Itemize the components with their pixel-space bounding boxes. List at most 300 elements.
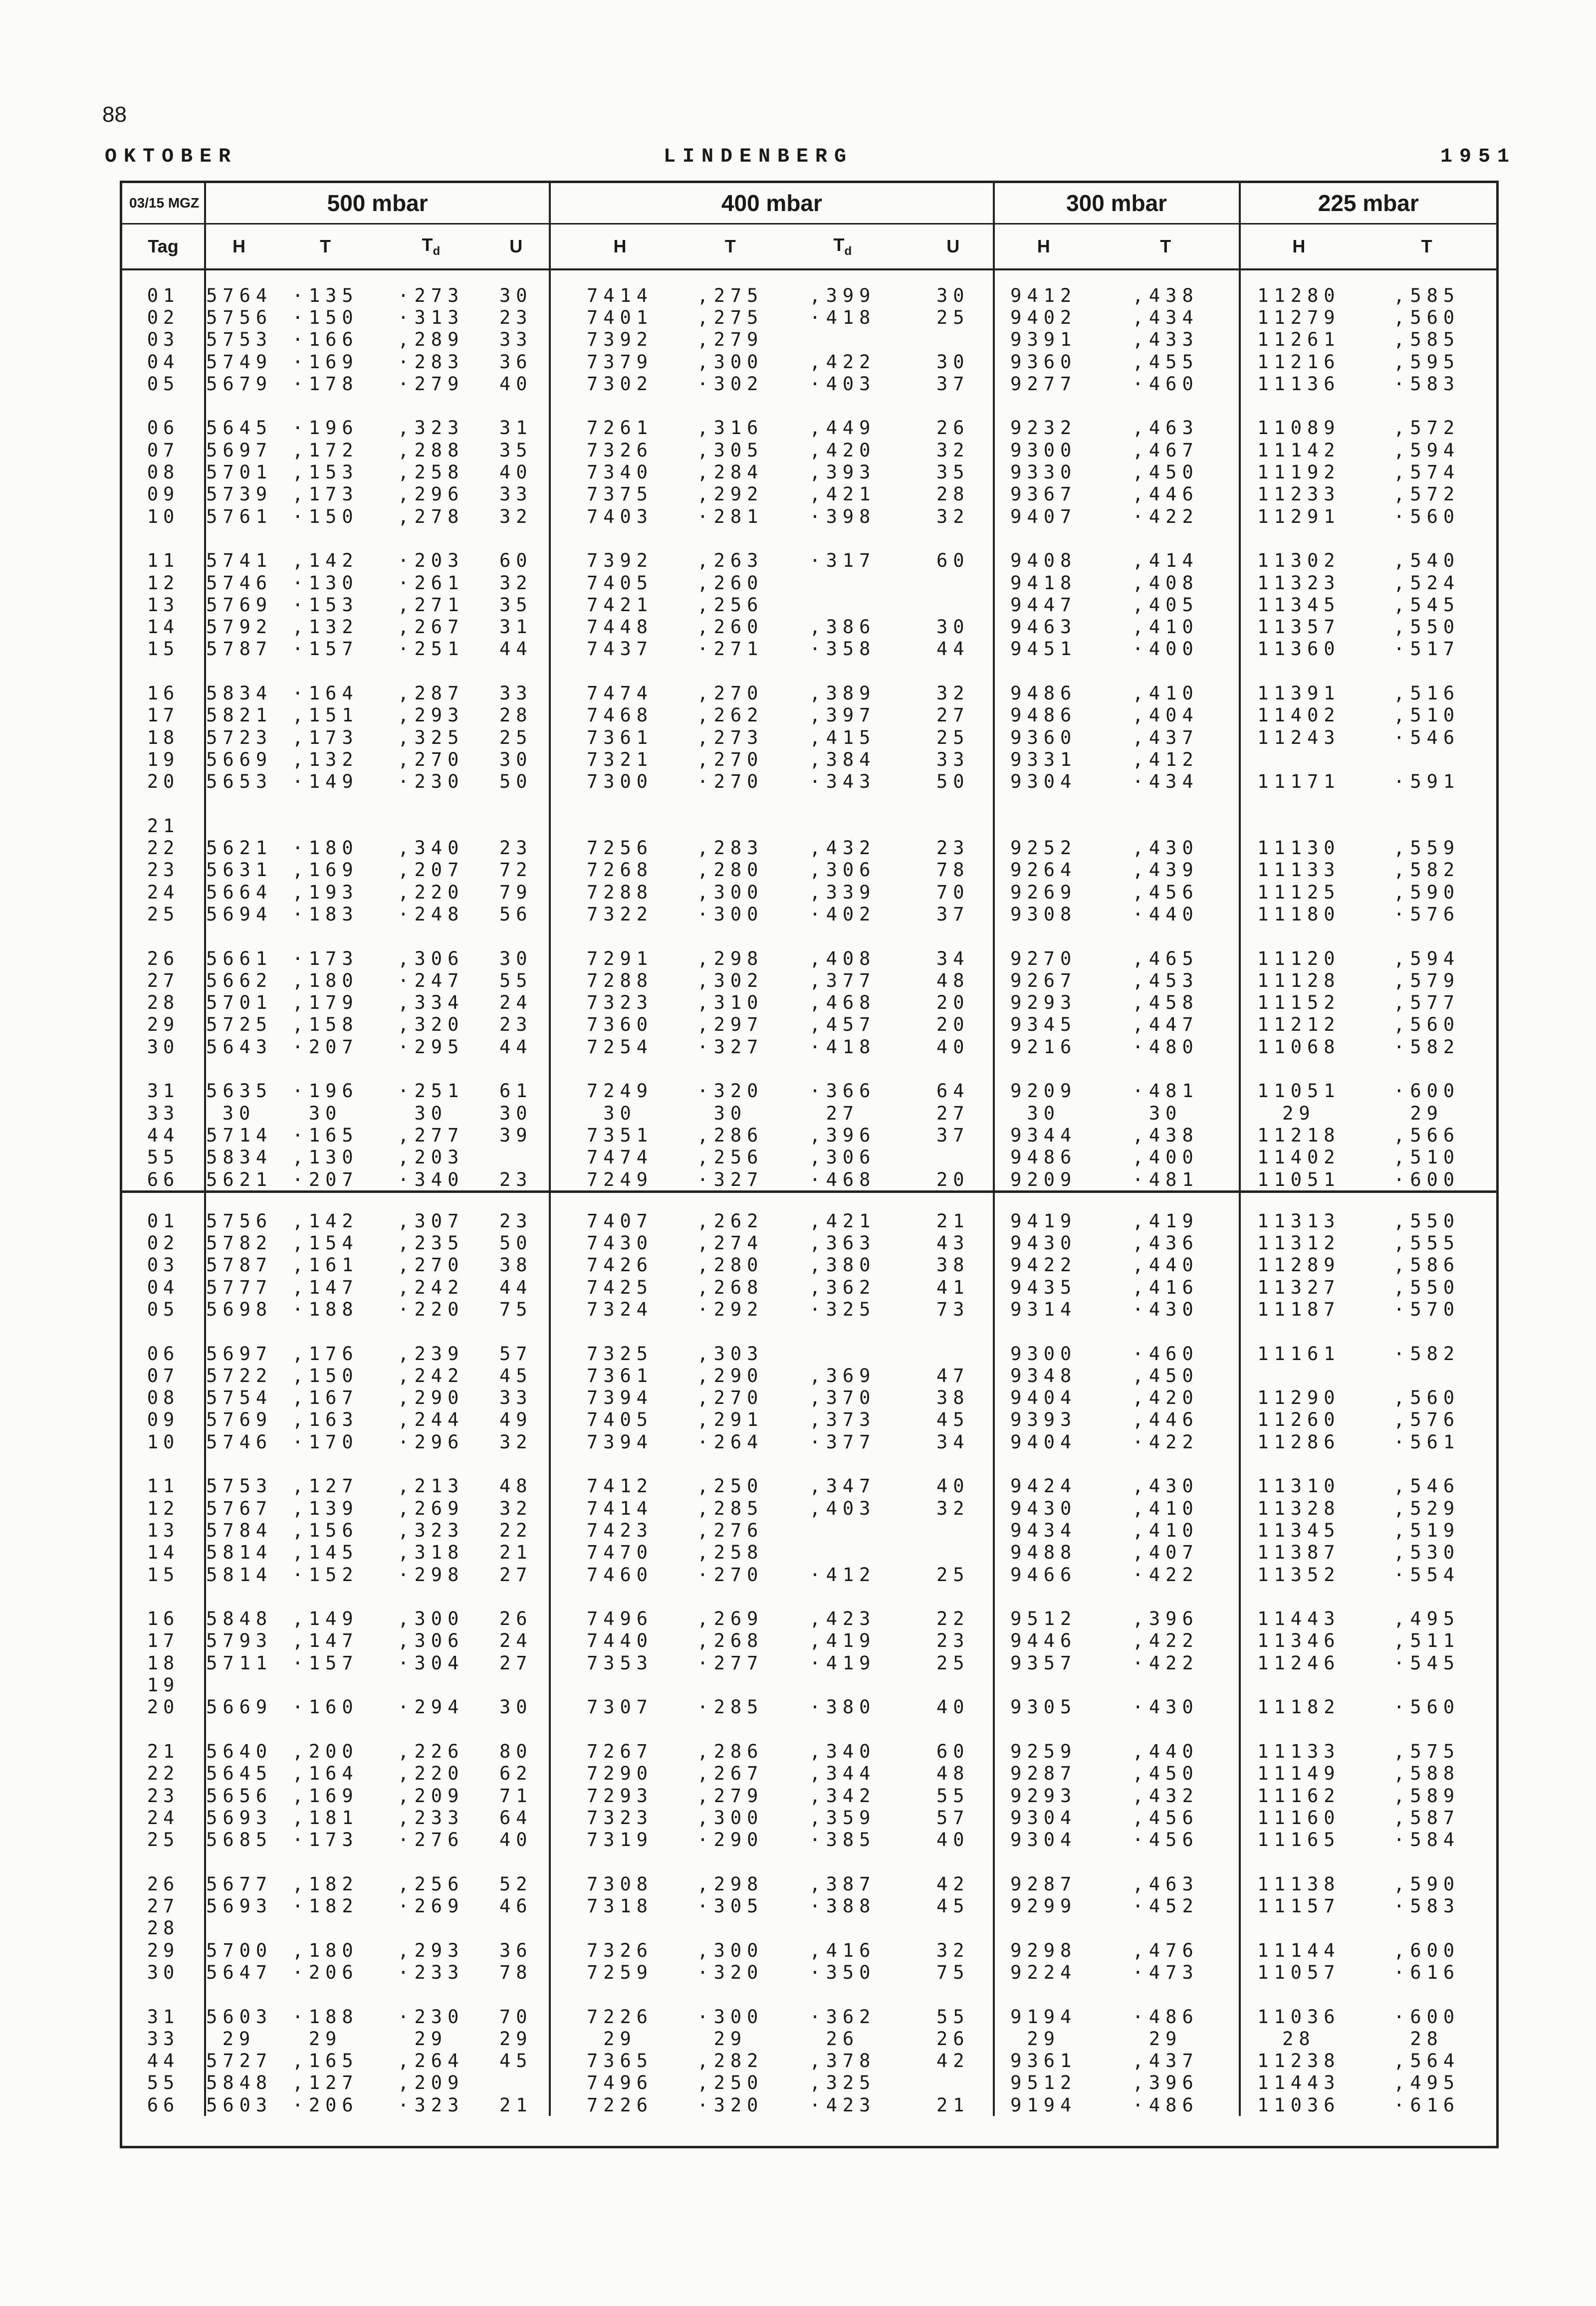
table-row xyxy=(122,550,1496,572)
table-cell: 9486 xyxy=(1010,1147,1077,1168)
table-cell: ,410 xyxy=(1093,682,1240,704)
table-cell: ,164 xyxy=(292,1763,359,1785)
table-row xyxy=(122,1080,1496,1102)
table-cell: 9209 xyxy=(1010,1080,1077,1102)
table-cell: ,283 xyxy=(697,837,764,859)
table-cell: ·230 xyxy=(398,771,464,793)
column-header: U xyxy=(913,224,994,270)
day-cell: 25 xyxy=(122,903,205,925)
table-cell xyxy=(205,815,272,837)
day-cell: 16 xyxy=(122,682,205,704)
table-cell: ,495 xyxy=(1393,1608,1460,1630)
table-row xyxy=(122,2006,1496,2028)
table-row xyxy=(122,1674,1496,1696)
table-cell: 29 xyxy=(1282,1102,1316,1124)
table-cell: 37 xyxy=(913,373,994,395)
table-cell: ,585 xyxy=(1393,284,1460,306)
table-cell: 28 xyxy=(913,483,994,505)
table-cell: ,292 xyxy=(697,483,764,505)
table-cell xyxy=(913,1519,994,1541)
day-cell: 11 xyxy=(122,550,205,572)
table-cell: 30 xyxy=(913,284,994,306)
table-cell: ,289 xyxy=(398,329,464,351)
table-cell: 5753 xyxy=(206,329,273,351)
table-cell: ,449 xyxy=(809,417,876,439)
table-cell: 9512 xyxy=(1010,1608,1077,1630)
table-row xyxy=(122,505,1496,527)
table-cell: 39 xyxy=(483,1124,550,1146)
table-cell: 7323 xyxy=(586,1807,654,1829)
table-row xyxy=(122,815,1496,837)
table-cell: ·545 xyxy=(1393,1652,1460,1674)
table-cell: 7259 xyxy=(586,1961,654,1983)
table-cell: ·149 xyxy=(292,771,359,793)
table-cell: 7430 xyxy=(586,1232,654,1254)
table-cell: 5756 xyxy=(206,1210,273,1232)
table-cell: ,529 xyxy=(1393,1497,1460,1519)
table-cell: 5793 xyxy=(206,1630,273,1652)
table-cell: 7401 xyxy=(586,306,654,328)
table-cell: 11357 xyxy=(1257,616,1341,638)
table-cell: 33 xyxy=(483,1387,550,1409)
table-cell: 7302 xyxy=(586,373,654,395)
table-cell: 32 xyxy=(483,1497,550,1519)
table-cell: ·233 xyxy=(398,1961,464,1983)
table-cell: 9446 xyxy=(1010,1630,1077,1652)
table-cell: 5834 xyxy=(206,1147,273,1168)
table-cell: 29 xyxy=(603,2028,637,2050)
table-row xyxy=(122,572,1496,594)
table-row xyxy=(122,638,1496,660)
table-cell: 9344 xyxy=(1010,1124,1077,1146)
table-row xyxy=(122,947,1496,969)
table-cell: 9393 xyxy=(1010,1409,1077,1431)
day-cell: 30 xyxy=(122,1961,205,1983)
day-cell: 19 xyxy=(122,1674,205,1696)
table-cell: ,285 xyxy=(697,1497,764,1519)
table-cell: 5834 xyxy=(206,682,273,704)
table-cell: ,287 xyxy=(398,682,464,704)
table-cell: ·423 xyxy=(809,2094,876,2116)
table-cell: 5749 xyxy=(206,351,273,373)
table-cell: 29 xyxy=(222,2028,256,2050)
day-cell: 44 xyxy=(122,2050,205,2072)
table-cell: 7288 xyxy=(586,881,654,903)
table-cell xyxy=(913,1674,994,1696)
table-cell: 73 xyxy=(913,1298,994,1320)
table-cell: ·304 xyxy=(398,1652,464,1674)
table-cell: 5669 xyxy=(206,1696,273,1718)
table-cell: ,577 xyxy=(1393,992,1460,1014)
table-cell: 29 xyxy=(1093,2028,1240,2050)
day-cell: 03 xyxy=(122,329,205,351)
table-cell: ,450 xyxy=(1093,461,1240,483)
table-cell: 23 xyxy=(483,837,550,859)
table-cell: 5679 xyxy=(206,373,273,395)
table-cell: 42 xyxy=(913,1873,994,1895)
table-cell: 11171 xyxy=(1257,771,1341,793)
table-cell: ,430 xyxy=(1093,837,1240,859)
table-row xyxy=(122,1147,1496,1168)
table-cell: 27 xyxy=(483,1564,550,1586)
table-cell: ,139 xyxy=(292,1497,359,1519)
table-cell: 9486 xyxy=(1010,704,1077,726)
table-cell: ·616 xyxy=(1393,1961,1460,1983)
table-cell: ,564 xyxy=(1393,2050,1460,2072)
table-cell: 5792 xyxy=(206,616,273,638)
table-cell xyxy=(379,815,483,837)
table-cell: 72 xyxy=(483,859,550,881)
day-cell: 07 xyxy=(122,1365,205,1386)
table-cell: ,447 xyxy=(1093,1014,1240,1036)
table-cell: ·230 xyxy=(398,2006,464,2028)
table-cell: 45 xyxy=(913,1895,994,1917)
table-cell: 9422 xyxy=(1010,1254,1077,1276)
table-cell: ·583 xyxy=(1393,1895,1460,1917)
column-header: T xyxy=(272,224,379,270)
table-row xyxy=(122,859,1496,881)
table-cell: 9330 xyxy=(1010,461,1077,483)
table-cell: 9391 xyxy=(1010,329,1077,351)
table-cell: ·178 xyxy=(292,373,359,395)
table-cell: 5701 xyxy=(206,992,273,1014)
table-cell: ·546 xyxy=(1393,726,1460,748)
day-cell: 15 xyxy=(122,1564,205,1586)
day-cell: 44 xyxy=(122,1124,205,1146)
table-cell: 9418 xyxy=(1010,572,1077,594)
table-cell xyxy=(1240,1674,1358,1696)
table-cell: 7361 xyxy=(586,726,654,748)
table-cell: ,399 xyxy=(809,284,876,306)
table-cell: ,277 xyxy=(398,1124,464,1146)
table-cell: 5669 xyxy=(206,748,273,770)
table-cell: ,590 xyxy=(1393,881,1460,903)
table-cell: ·422 xyxy=(1093,505,1240,527)
table-cell: 11328 xyxy=(1257,1497,1341,1519)
table-cell: 11130 xyxy=(1257,837,1341,859)
table-cell: 11246 xyxy=(1257,1652,1341,1674)
table-cell: ,412 xyxy=(1093,748,1240,770)
table-cell: ,408 xyxy=(1093,572,1240,594)
table-cell: 45 xyxy=(483,1365,550,1386)
table-cell: ·473 xyxy=(1093,1961,1240,1983)
table-cell: ,293 xyxy=(398,1939,464,1961)
table-cell: ,300 xyxy=(697,1807,764,1829)
table-cell: ·298 xyxy=(398,1564,464,1586)
table-cell: ,142 xyxy=(292,550,359,572)
table-cell: 20 xyxy=(913,1014,994,1036)
table-cell: ,153 xyxy=(292,461,359,483)
day-cell: 27 xyxy=(122,969,205,991)
table-cell: 7426 xyxy=(586,1254,654,1276)
station-label: LINDENBERG xyxy=(664,146,854,168)
table-cell: ·320 xyxy=(697,1080,764,1102)
table-cell: ·188 xyxy=(292,1299,359,1320)
table-row xyxy=(122,1036,1496,1058)
table-cell: ,582 xyxy=(1393,859,1460,881)
table-cell: ·377 xyxy=(809,1431,876,1453)
table-cell: ·560 xyxy=(1393,1696,1460,1718)
table-cell: 75 xyxy=(483,1298,550,1320)
table-row xyxy=(122,1519,1496,1541)
table-cell xyxy=(772,572,913,594)
table-cell: 23 xyxy=(913,1630,994,1652)
table-cell: 64 xyxy=(913,1080,994,1102)
table-cell: ·269 xyxy=(398,1895,464,1917)
table-cell xyxy=(379,1674,483,1696)
table-cell: 35 xyxy=(913,461,994,483)
table-cell: 23 xyxy=(483,306,550,328)
table-cell: ·317 xyxy=(809,550,876,572)
table-row xyxy=(122,1917,1496,1939)
day-cell: 29 xyxy=(122,1939,205,1961)
table-cell: 33 xyxy=(483,483,550,505)
table-cell xyxy=(483,815,550,837)
table-cell: ·153 xyxy=(292,594,359,616)
table-cell: 22 xyxy=(483,1519,550,1541)
table-cell: ,270 xyxy=(697,748,764,770)
table-cell: 9424 xyxy=(1010,1475,1077,1497)
table-cell xyxy=(550,815,689,837)
table-cell: ·430 xyxy=(1093,1298,1240,1320)
table-cell: ,302 xyxy=(697,969,764,991)
table-cell: 9451 xyxy=(1010,638,1077,660)
day-cell: 12 xyxy=(122,572,205,594)
table-cell: 34 xyxy=(913,947,994,969)
table-cell: ·276 xyxy=(398,1829,464,1851)
day-cell: 28 xyxy=(122,1917,205,1939)
table-cell xyxy=(913,1147,994,1168)
table-row xyxy=(122,483,1496,505)
table-cell: 27 xyxy=(826,1102,860,1124)
table-cell: ,262 xyxy=(697,1210,764,1232)
table-cell: ,576 xyxy=(1393,1409,1460,1431)
table-cell: ·290 xyxy=(697,1829,764,1851)
table-cell: 9404 xyxy=(1010,1431,1077,1453)
table-row xyxy=(122,1124,1496,1146)
table-cell: 7307 xyxy=(586,1696,654,1718)
table-cell: 29 xyxy=(713,2028,747,2050)
table-cell: ,524 xyxy=(1393,572,1460,594)
table-cell: 7324 xyxy=(586,1299,654,1320)
table-row xyxy=(122,1895,1496,1917)
table-row xyxy=(122,771,1496,793)
table-cell: 50 xyxy=(913,771,994,793)
table-cell: 11192 xyxy=(1257,461,1341,483)
table-cell xyxy=(483,1147,550,1168)
table-cell: 7291 xyxy=(586,947,654,969)
table-cell: ,169 xyxy=(292,1785,359,1807)
table-cell: ·402 xyxy=(809,903,876,925)
table-cell: 7407 xyxy=(586,1210,654,1232)
table-cell: 9270 xyxy=(1010,947,1077,969)
table-cell: ·418 xyxy=(809,1036,876,1058)
table-cell xyxy=(272,1917,379,1939)
table-cell: ,150 xyxy=(292,1365,359,1386)
table-row xyxy=(122,1387,1496,1409)
day-cell: 05 xyxy=(122,1298,205,1320)
table-cell xyxy=(1240,1917,1358,1939)
table-cell: ,173 xyxy=(292,726,359,748)
day-cell: 06 xyxy=(122,417,205,439)
table-cell: ,550 xyxy=(1393,1276,1460,1298)
day-cell: 66 xyxy=(122,1168,205,1192)
table-cell: 5697 xyxy=(206,1343,273,1365)
table-cell: ,342 xyxy=(809,1785,876,1807)
table-cell: ,250 xyxy=(697,2072,764,2094)
column-header: T xyxy=(1357,224,1496,270)
table-cell: 33 xyxy=(913,748,994,770)
table-cell: ,437 xyxy=(1093,2050,1240,2072)
table-cell: 48 xyxy=(913,1763,994,1785)
level-header-400: 400 mbar xyxy=(550,183,993,224)
table-row xyxy=(122,1542,1496,1564)
table-cell: ·418 xyxy=(809,306,876,328)
table-row xyxy=(122,1431,1496,1453)
table-cell: ,220 xyxy=(398,881,464,903)
table-cell: ·160 xyxy=(292,1696,359,1718)
table-cell: ,587 xyxy=(1393,1807,1460,1829)
table-cell: 5769 xyxy=(206,1409,273,1431)
table-cell: ,334 xyxy=(398,992,464,1014)
table-cell: ,432 xyxy=(809,837,876,859)
table-cell: ,260 xyxy=(697,572,764,594)
table-cell: 5640 xyxy=(206,1740,273,1762)
day-cell: 22 xyxy=(122,1763,205,1785)
table-cell: 7326 xyxy=(586,439,654,461)
table-cell: ·164 xyxy=(292,682,359,704)
table-cell: ,588 xyxy=(1393,1763,1460,1785)
table-cell: ,545 xyxy=(1393,594,1460,616)
table-row xyxy=(122,2028,1496,2050)
table-cell: ,132 xyxy=(292,748,359,770)
table-cell: 25 xyxy=(483,726,550,748)
table-cell: ,359 xyxy=(809,1807,876,1829)
table-cell: ·279 xyxy=(398,373,464,395)
table-cell: 28 xyxy=(1410,2028,1443,2050)
table-cell: 11323 xyxy=(1257,572,1341,594)
table-cell: 60 xyxy=(913,550,994,572)
table-cell: ,434 xyxy=(1093,306,1240,328)
table-cell: ,450 xyxy=(1093,1365,1240,1386)
table-cell: 7414 xyxy=(586,1497,654,1519)
table-cell: 11310 xyxy=(1257,1475,1341,1497)
column-header: H xyxy=(550,224,689,270)
table-cell: 5754 xyxy=(206,1387,273,1409)
table-cell: ·251 xyxy=(398,1080,464,1102)
table-row xyxy=(122,1409,1496,1431)
table-cell: ·264 xyxy=(697,1431,764,1453)
table-cell: ,404 xyxy=(1093,704,1240,726)
day-cell: 06 xyxy=(122,1343,205,1365)
table-cell: ,511 xyxy=(1393,1630,1460,1652)
table-cell: 11162 xyxy=(1257,1785,1341,1807)
table-cell xyxy=(689,1917,772,1939)
day-cell: 18 xyxy=(122,726,205,748)
table-cell: ·296 xyxy=(398,1431,464,1453)
table-cell: 9402 xyxy=(1010,306,1077,328)
table-cell: 29 xyxy=(1410,1102,1443,1124)
table-cell: 5753 xyxy=(206,1475,273,1497)
table-cell: 29 xyxy=(308,2028,342,2050)
table-cell: 32 xyxy=(483,572,550,594)
table-cell: 9194 xyxy=(1010,2006,1077,2028)
table-cell: ·385 xyxy=(809,1829,876,1851)
day-cell: 66 xyxy=(122,2094,205,2116)
table-cell: 5723 xyxy=(206,726,273,748)
table-row xyxy=(122,1232,1496,1254)
table-cell: ,586 xyxy=(1393,1254,1460,1276)
table-cell: ·576 xyxy=(1393,903,1460,925)
table-row xyxy=(122,682,1496,704)
table-row xyxy=(122,351,1496,373)
table-cell: 5621 xyxy=(206,1168,273,1190)
table-cell: ,410 xyxy=(1093,1497,1240,1519)
table-row xyxy=(122,439,1496,461)
table-cell: 7423 xyxy=(586,1519,654,1541)
table-cell: ·248 xyxy=(398,903,464,925)
table-cell: ,271 xyxy=(398,594,464,616)
table-cell: ,456 xyxy=(1093,1807,1240,1829)
table-cell: 7226 xyxy=(586,2006,654,2028)
table-row xyxy=(122,1961,1496,1983)
table-cell: 25 xyxy=(913,1652,994,1674)
table-cell: 38 xyxy=(483,1254,550,1276)
table-cell xyxy=(689,815,772,837)
table-cell: 47 xyxy=(913,1365,994,1386)
day-cell: 28 xyxy=(122,992,205,1014)
table-cell: ·170 xyxy=(292,1431,359,1453)
table-cell: 9267 xyxy=(1010,969,1077,991)
column-header: T xyxy=(689,224,772,270)
table-cell: ,387 xyxy=(809,1873,876,1895)
table-cell: 9252 xyxy=(1010,837,1077,859)
table-cell: 11036 xyxy=(1257,2006,1341,2028)
table-cell xyxy=(1357,1674,1496,1696)
table-cell: 27 xyxy=(913,1102,994,1124)
table-cell: 11160 xyxy=(1257,1807,1341,1829)
table-row xyxy=(122,417,1496,439)
table-cell: 7322 xyxy=(586,903,654,925)
table-cell: ,456 xyxy=(1093,881,1240,903)
table-cell: ,575 xyxy=(1393,1740,1460,1762)
table-cell: 30 xyxy=(1027,1102,1060,1124)
table-cell: 5848 xyxy=(206,1608,273,1630)
table-cell: 5662 xyxy=(206,969,273,991)
table-cell: 9348 xyxy=(1010,1365,1077,1386)
table-cell: ·165 xyxy=(292,1124,359,1146)
table-cell: ,180 xyxy=(292,969,359,991)
table-cell: 29 xyxy=(414,2028,448,2050)
table-cell: 5814 xyxy=(206,1564,273,1586)
table-cell: ·305 xyxy=(697,1895,764,1917)
table-cell: ·400 xyxy=(1093,638,1240,660)
table-cell: ·247 xyxy=(398,969,464,991)
table-cell: 21 xyxy=(913,2094,994,2116)
table-cell: 37 xyxy=(913,903,994,925)
table-cell: 5722 xyxy=(206,1365,273,1386)
table-cell: 31 xyxy=(483,616,550,638)
table-cell xyxy=(1093,1674,1240,1696)
table-cell: ,276 xyxy=(697,1519,764,1541)
table-cell: 11260 xyxy=(1257,1409,1341,1431)
table-cell: ,142 xyxy=(292,1210,359,1232)
table-cell xyxy=(550,1674,689,1696)
table-row xyxy=(122,1564,1496,1586)
table-cell: ,280 xyxy=(697,1254,764,1276)
table-cell: 71 xyxy=(483,1785,550,1807)
table-row xyxy=(122,881,1496,903)
